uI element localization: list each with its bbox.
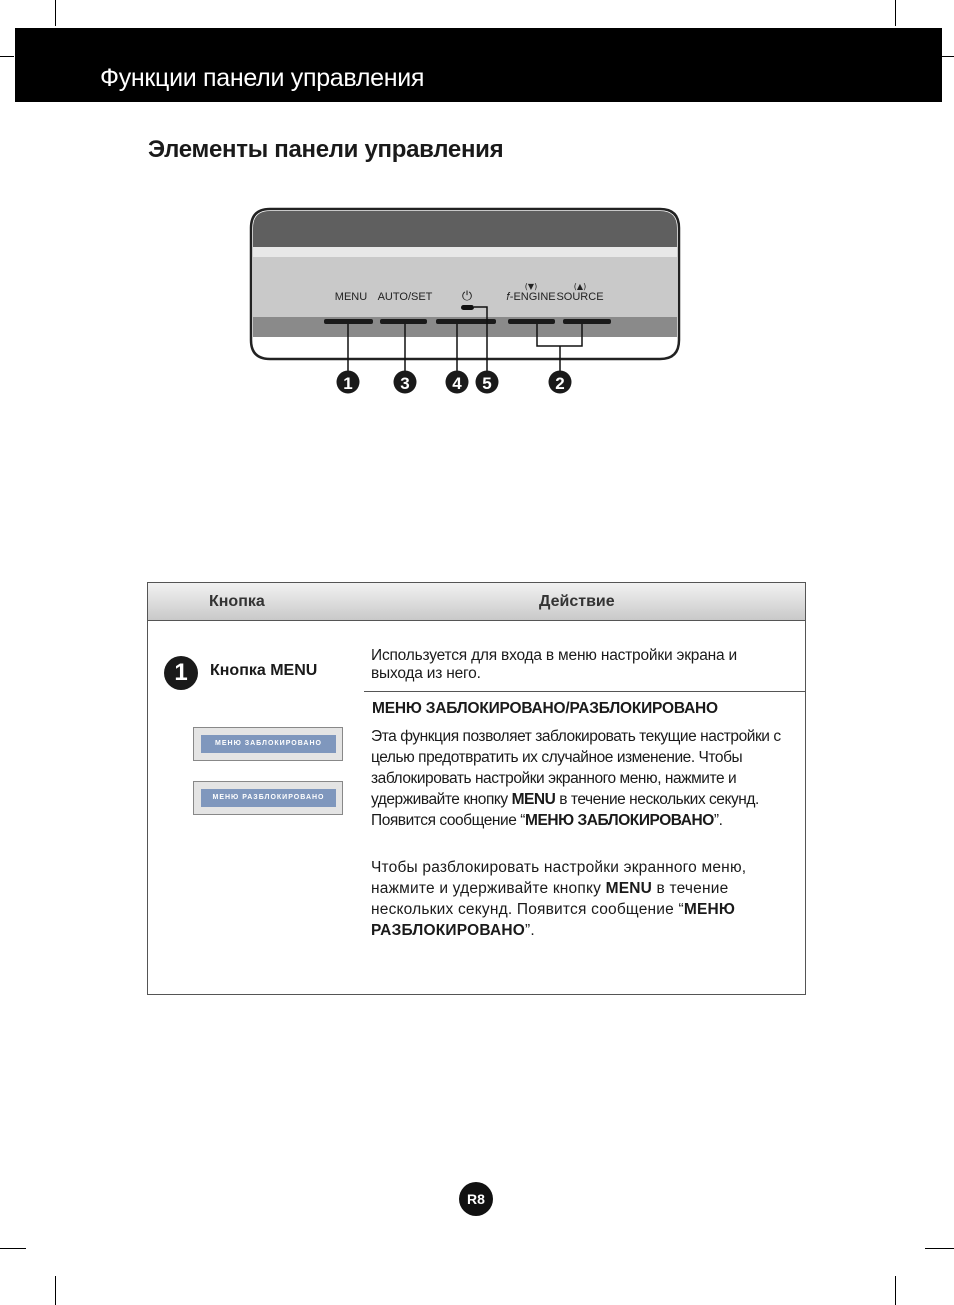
text-run: Эта функция позволяет заблокировать текущие настройки с целью предотвратить их случайное изменение. Чтобы заблокировать настройки экранного меню, нажмите и удерживайте кнопку (371, 728, 781, 808)
fengine-button[interactable] (508, 319, 555, 324)
menu-button[interactable] (324, 319, 373, 324)
up-arrow-icon: (▲) (573, 282, 587, 291)
row-divider (364, 691, 806, 692)
table-header (148, 583, 805, 621)
text-run-bold: МЕНЮ РАЗБЛОКИРОВАНО (371, 901, 736, 939)
column-header-action: Действие (539, 593, 615, 610)
text-run: в течение нескольких секунд. Появится сообщение “ (371, 880, 729, 918)
callout-3-label: 3 (400, 374, 410, 393)
callout-4-label: 4 (452, 374, 462, 393)
crop-mark (895, 1276, 896, 1305)
crop-mark (55, 1276, 56, 1305)
callout-1-label: 1 (343, 374, 353, 393)
osd-locked-text: МЕНЮ ЗАБЛОКИРОВАНО (201, 735, 336, 753)
source-label: SOURCE (556, 291, 604, 303)
osd-unlocked-message (193, 781, 343, 815)
osd-unlocked-text: МЕНЮ РАЗБЛОКИРОВАНО (201, 789, 336, 807)
page-number: R8 (459, 1182, 493, 1216)
crop-mark (0, 1248, 26, 1249)
controls-table (147, 582, 806, 995)
callout-2-label: 2 (555, 374, 565, 393)
menu-description: Используется для входа в меню настройки экрана и выхода из него. (371, 647, 737, 682)
panel-top-band (253, 211, 677, 247)
power-icon: ⏻ (461, 289, 473, 304)
lock-paragraph (371, 726, 801, 831)
menu-label: MENU (334, 291, 368, 303)
button-name: Кнопка MENU (210, 662, 318, 679)
osd-locked-message (193, 727, 343, 761)
text-run: Чтобы разблокировать настройки экранного меню, нажмите и удерживайте кнопку (371, 859, 747, 897)
text-run-bold: MENU (605, 880, 653, 897)
text-run-bold: MENU (511, 791, 556, 808)
column-header-button: Кнопка (209, 593, 265, 610)
section-heading: Элементы панели управления (148, 136, 504, 163)
fengine-label: 𝑓-ENGINE (506, 291, 556, 303)
crop-mark (925, 1248, 954, 1249)
page-title: Функции панели управления (100, 64, 425, 92)
text-run-bold: МЕНЮ ЗАБЛОКИРОВАНО (524, 812, 714, 829)
text-run: ”. (713, 812, 723, 829)
unlock-paragraph (371, 857, 801, 941)
text-run: в течение нескольких секунд. Появится сообщение “ (371, 791, 759, 829)
callout-5-label: 5 (482, 374, 492, 393)
autoset-label: AUTO/SET (377, 291, 433, 303)
panel-highlight (253, 247, 677, 257)
row-number-badge: 1 (164, 656, 198, 690)
autoset-button[interactable] (380, 319, 427, 324)
text-run: ”. (525, 922, 535, 939)
source-button[interactable] (563, 319, 611, 324)
control-panel-diagram (0, 0, 954, 420)
power-indicator (461, 305, 474, 310)
down-arrow-icon: (▼) (524, 282, 538, 291)
lock-heading: МЕНЮ ЗАБЛОКИРОВАНО/РАЗБЛОКИРОВАНО (372, 700, 718, 717)
